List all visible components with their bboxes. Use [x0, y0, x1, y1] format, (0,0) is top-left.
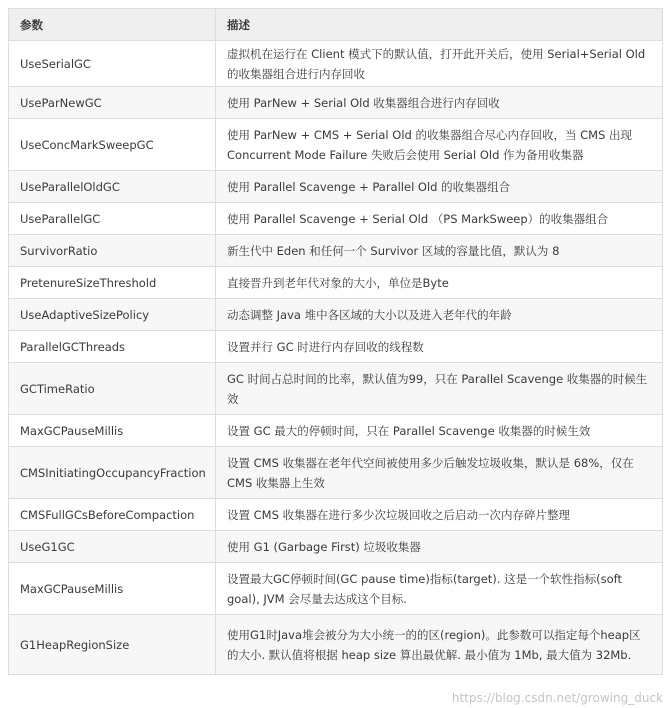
table-row [9, 415, 663, 447]
param-cell: CMSInitiatingOccupancyFraction [9, 447, 216, 499]
param-table-container [8, 8, 662, 675]
param-cell: UseParallelGC [9, 203, 216, 235]
table-row [9, 41, 663, 87]
description-cell: 设置 CMS 收集器在老年代空间被使用多少后触发垃圾收集，默认是 68%，仅在 CMS 收集器上生效 [216, 447, 663, 499]
table-row [9, 331, 663, 363]
description-cell: 设置最大GC停顿时间(GC pause time)指标(target). 这是一个软性指标(soft goal), JVM 会尽量去达成这个目标. [216, 563, 663, 615]
table-row [9, 235, 663, 267]
table-row [9, 171, 663, 203]
description-cell: 使用 Parallel Scavenge + Serial Old （PS MarkSweep）的收集器组合 [216, 203, 663, 235]
description-cell: GC 时间占总时间的比率，默认值为99，只在 Parallel Scavenge 收集器的时候生效 [216, 363, 663, 415]
param-cell: ParallelGCThreads [9, 331, 216, 363]
param-cell: UseParNewGC [9, 87, 216, 119]
table-row [9, 531, 663, 563]
header-param: 参数 [9, 9, 216, 41]
table-row [9, 615, 663, 675]
table-row [9, 499, 663, 531]
param-cell: MaxGCPauseMillis [9, 415, 216, 447]
table-row [9, 299, 663, 331]
watermark: https://blog.csdn.net/growing_duck [451, 691, 663, 705]
description-cell: 设置并行 GC 时进行内存回收的线程数 [216, 331, 663, 363]
header-description: 描述 [216, 9, 663, 41]
description-cell: 使用 Parallel Scavenge + Parallel Old 的收集器组合 [216, 171, 663, 203]
description-cell: 新生代中 Eden 和任何一个 Survivor 区域的容量比值，默认为 8 [216, 235, 663, 267]
description-cell: 直接晋升到老年代对象的大小，单位是Byte [216, 267, 663, 299]
param-cell: CMSFullGCsBeforeCompaction [9, 499, 216, 531]
table-row [9, 87, 663, 119]
param-cell: UseG1GC [9, 531, 216, 563]
gc-parameter-table [8, 8, 663, 675]
description-cell: 使用 G1 (Garbage First) 垃圾收集器 [216, 531, 663, 563]
description-cell: 虚拟机在运行在 Client 模式下的默认值，打开此开关后，使用 Serial+Serial Old 的收集器组合进行内存回收 [216, 41, 663, 87]
param-cell: UseParallelOldGC [9, 171, 216, 203]
description-cell: 设置 GC 最大的停顿时间，只在 Parallel Scavenge 收集器的时候生效 [216, 415, 663, 447]
description-cell: 动态调整 Java 堆中各区域的大小以及进入老年代的年龄 [216, 299, 663, 331]
description-cell: 设置 CMS 收集器在进行多少次垃圾回收之后启动一次内存碎片整理 [216, 499, 663, 531]
table-row [9, 203, 663, 235]
table-row [9, 119, 663, 171]
param-cell: SurvivorRatio [9, 235, 216, 267]
description-cell: 使用G1时Java堆会被分为大小统一的的区(region)。此参数可以指定每个heap区的大小. 默认值将根据 heap size 算出最优解. 最小值为 1Mb, 最大值为 32Mb. [216, 615, 663, 675]
table-row [9, 563, 663, 615]
table-row [9, 363, 663, 415]
table-row [9, 267, 663, 299]
table-row [9, 447, 663, 499]
param-cell: MaxGCPauseMillis [9, 563, 216, 615]
description-cell: 使用 ParNew + CMS + Serial Old 的收集器组合尽心内存回收，当 CMS 出现 Concurrent Mode Failure 失败后会使用 Serial Old 作为备用收集器 [216, 119, 663, 171]
param-cell: PretenureSizeThreshold [9, 267, 216, 299]
param-cell: GCTimeRatio [9, 363, 216, 415]
param-cell: UseAdaptiveSizePolicy [9, 299, 216, 331]
table-header-row [9, 9, 663, 41]
param-cell: UseSerialGC [9, 41, 216, 87]
description-cell: 使用 ParNew + Serial Old 收集器组合进行内存回收 [216, 87, 663, 119]
param-cell: G1HeapRegionSize [9, 615, 216, 675]
param-cell: UseConcMarkSweepGC [9, 119, 216, 171]
